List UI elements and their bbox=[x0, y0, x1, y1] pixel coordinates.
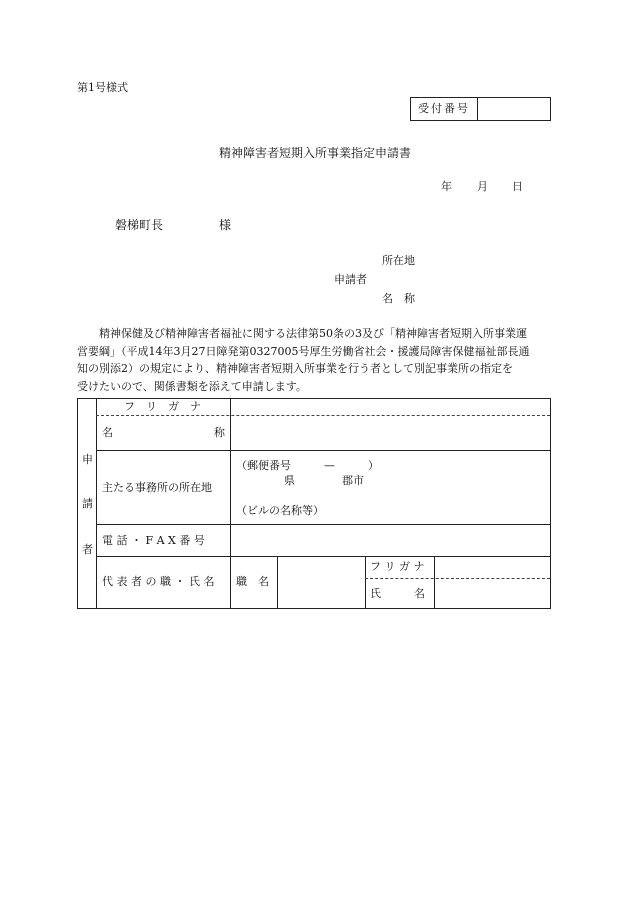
job-title-label: 職 名 bbox=[236, 575, 269, 588]
side-label-char: 申 bbox=[82, 453, 93, 466]
form-number: 第1号様式 bbox=[77, 81, 128, 94]
representative-furigana-label: フ リ ガ ナ bbox=[370, 560, 425, 573]
body-line: 受けたいので、関係書類を添えて申請します。 bbox=[77, 379, 307, 393]
body-line: 営要綱」（平成14年3月27日障発第0327005号厚生労働省社会・援護局障害保健福祉部長通 bbox=[77, 344, 530, 358]
representative-name-field[interactable] bbox=[435, 579, 549, 608]
receipt-number-box bbox=[410, 97, 551, 121]
postal-code-field[interactable]: （郵便番号 — ） bbox=[236, 459, 379, 472]
applicant-name-label: 名 称 bbox=[382, 292, 415, 305]
addressee-honorific: 様 bbox=[219, 218, 232, 232]
phone-fax-label: 電 話 ・ F A X 番 号 bbox=[102, 534, 205, 547]
name-field[interactable] bbox=[231, 416, 549, 450]
body-line: 知の別添2）の規定により、精神障害者短期入所事業を行う者として別記事業所の指定を bbox=[77, 362, 513, 375]
applicant-label: 申請者 bbox=[334, 273, 367, 286]
building-name-label: （ビルの名称等） bbox=[236, 504, 324, 517]
office-address-label: 主たる事務所の所在地 bbox=[102, 481, 212, 494]
document-title: 精神障害者短期入所事業指定申請書 bbox=[218, 146, 411, 160]
name-label-end: 称 bbox=[214, 426, 225, 439]
furigana-label: フ リ ガ ナ bbox=[124, 400, 201, 413]
addressee-name: 磐梯町長 bbox=[115, 218, 164, 232]
applicant-table bbox=[77, 398, 551, 609]
furigana-field[interactable] bbox=[231, 399, 549, 415]
date-day: 日 bbox=[512, 180, 523, 193]
representative-label: 代 表 者 の 職 ・ 氏 名 bbox=[102, 575, 215, 588]
name-label-start: 名 bbox=[102, 426, 113, 439]
representative-name-label: 氏 名 bbox=[370, 587, 425, 600]
district-label: 郡市 bbox=[342, 474, 364, 487]
receipt-number-label: 受付番号 bbox=[411, 98, 478, 120]
date-year: 年 bbox=[441, 180, 452, 193]
prefecture-label: 県 bbox=[284, 474, 295, 487]
side-label-char: 請 bbox=[82, 497, 93, 510]
side-label-char: 者 bbox=[82, 543, 93, 556]
job-title-field[interactable] bbox=[278, 557, 365, 608]
applicant-location-label: 所在地 bbox=[382, 254, 415, 267]
application-body bbox=[77, 325, 551, 395]
phone-fax-field[interactable] bbox=[231, 525, 549, 556]
representative-furigana-field[interactable] bbox=[435, 557, 549, 578]
body-line: 精神保健及び精神障害者福祉に関する法律第50条の3及び「精神障害者短期入所事業運 bbox=[99, 327, 527, 340]
date-month: 月 bbox=[477, 180, 488, 193]
